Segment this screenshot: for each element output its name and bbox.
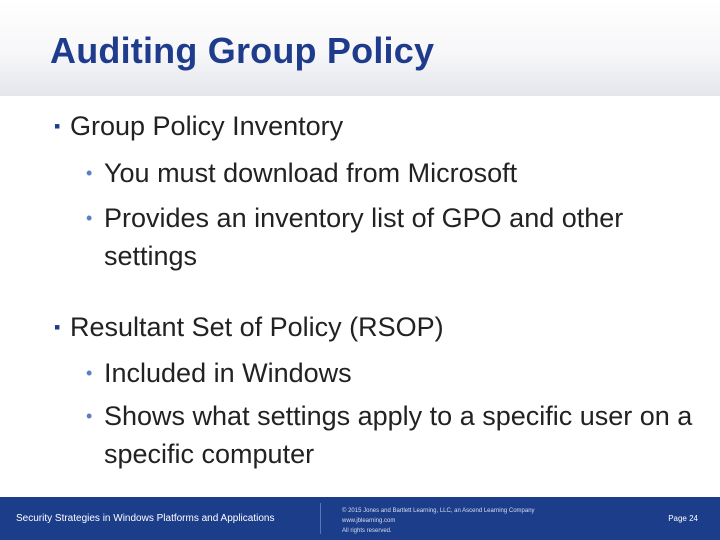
dot-bullet-icon: • <box>86 406 93 426</box>
footer-course-title: Security Strategies in Windows Platforms and Applications <box>16 513 275 524</box>
copyright-rights: All rights reserved. <box>342 528 392 534</box>
dot-bullet-icon: • <box>86 363 93 383</box>
footer-divider <box>320 503 321 534</box>
copyright-line: © 2015 Jones and Bartlett Learning, LLC, an Ascend Learning Company <box>342 508 535 514</box>
bullet-group-policy-inventory <box>54 110 343 142</box>
slide-footer <box>0 497 720 540</box>
bullet-heading: Group Policy Inventory <box>70 111 344 141</box>
dot-bullet-icon: • <box>86 208 93 228</box>
sub-bullet-text: Included in Windows <box>104 358 352 388</box>
copyright-url: www.jblearning.com <box>342 518 396 524</box>
square-bullet-icon: ▪ <box>54 116 61 136</box>
slide-title: Auditing Group Policy <box>50 30 435 71</box>
sub-bullet-text: You must download from Microsoft <box>104 158 518 188</box>
sub-bullet <box>86 154 696 192</box>
sub-bullet <box>86 199 696 275</box>
sub-bullet <box>86 354 696 392</box>
sub-bullet-text: Provides an inventory list of GPO and other settings <box>104 203 624 271</box>
bullet-heading: Resultant Set of Policy (RSOP) <box>70 312 444 342</box>
square-bullet-icon: ▪ <box>54 317 61 337</box>
sub-bullet <box>86 397 696 473</box>
dot-bullet-icon: • <box>86 163 93 183</box>
bullet-resultant-set-of-policy <box>54 311 444 343</box>
page-number: Page 24 <box>668 514 698 523</box>
footer-copyright <box>342 506 535 536</box>
sub-bullet-text: Shows what settings apply to a specific user on a specific computer <box>104 401 693 469</box>
